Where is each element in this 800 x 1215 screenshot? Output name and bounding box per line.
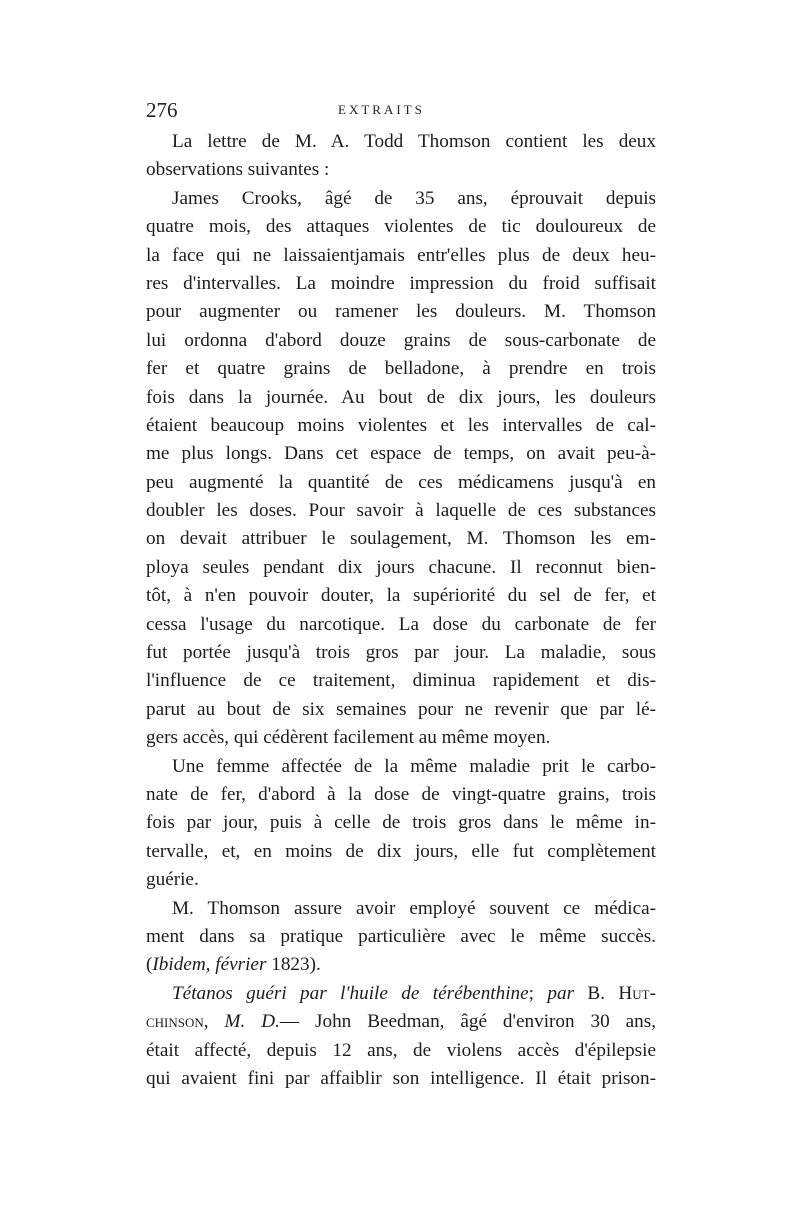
text-segment: chinson (146, 1011, 204, 1033)
text-line: l'influence de ce traitement, diminua rapidement et dis- (146, 670, 656, 692)
text-segment: ( (146, 954, 153, 976)
text-line: guérie. (146, 869, 199, 891)
text-line: quatre mois, des attaques violentes de tic douloureux de (146, 216, 656, 238)
text-line: gers accès, qui cédèrent facilement au même moyen. (146, 727, 551, 749)
text-line: ment dans sa pratique particulière avec le même succès. (146, 925, 656, 947)
text-line: fer et quatre grains de belladone, à prendre en trois (146, 358, 656, 380)
text-line: cessa l'usage du narcotique. La dose du carbonate de fer (146, 613, 656, 635)
text-line: observations suivantes : (146, 159, 330, 181)
text-line: La lettre de M. A. Todd Thomson contient les deux (172, 131, 656, 152)
text-line: Une femme affectée de la même maladie prit le carbo- (172, 755, 656, 777)
body-text (146, 128, 656, 1093)
text-segment: , (203, 1011, 225, 1033)
text-line: M. Thomson assure avoir employé souvent ce médica- (172, 897, 656, 919)
page-number: 276 (146, 98, 178, 122)
text-segment: Tétanos guéri par l'huile de térébenthine (172, 982, 529, 1004)
text-line: nate de fer, d'abord à la dose de vingt-quatre grains, trois (146, 783, 656, 805)
text-line (146, 951, 656, 979)
text-line (146, 980, 656, 1008)
page-header (146, 98, 656, 126)
text-line: était affecté, depuis 12 ans, de violens accès d'épilepsie (146, 1039, 656, 1061)
text-line: peu augmenté la quantité de ces médicamens jusqu'à en (146, 471, 656, 493)
text-segment: 1823). (266, 954, 321, 976)
text-segment: par (547, 982, 575, 1004)
text-line: res d'intervalles. La moindre impression du froid suffisait (146, 272, 656, 294)
text-line: qui avaient fini par affaiblir son intelligence. Il était prison- (146, 1067, 656, 1089)
text-line: fois par jour, puis à celle de trois gros dans le même in- (146, 812, 656, 834)
text-segment: Hut- (618, 982, 656, 1004)
text-segment: ; (528, 982, 548, 1004)
text-line: fut portée jusqu'à trois gros par jour. La maladie, sous (146, 642, 656, 664)
text-line: tervalle, et, en moins de dix jours, elle fut complètement (146, 840, 656, 862)
text-line: me plus longs. Dans cet espace de temps, on avait peu-à- (146, 443, 656, 465)
running-title: EXTRAITS (338, 102, 425, 117)
text-line: ploya seules pendant dix jours chacune. Il reconnut bien- (146, 556, 656, 578)
text-segment: M. D. (224, 1011, 280, 1033)
text-segment: Ibidem, février (152, 954, 267, 976)
text-line: lui ordonna d'abord douze grains de sous-carbonate de (146, 329, 656, 351)
text-line: doubler les doses. Pour savoir à laquelle de ces substances (146, 500, 656, 522)
text-line: étaient beaucoup moins violentes et les intervalles de cal- (146, 414, 656, 436)
text-segment: B. (574, 982, 619, 1004)
text-line (146, 1008, 656, 1036)
text-line: parut au bout de six semaines pour ne revenir que par lé- (146, 698, 656, 720)
text-line: pour augmenter ou ramener les douleurs. M. Thomson (146, 301, 656, 323)
text-line: tôt, à n'en pouvoir douter, la supériorité du sel de fer, et (146, 585, 656, 607)
text-line: James Crooks, âgé de 35 ans, éprouvait depuis (172, 187, 656, 209)
text-line: la face qui ne laissaientjamais entr'elles plus de deux heu- (146, 244, 656, 266)
text-line: fois dans la journée. Au bout de dix jours, les douleurs (146, 386, 656, 408)
text-segment: — John Beedman, âgé d'environ 30 ans, (279, 1011, 657, 1033)
text-line: on devait attribuer le soulagement, M. Thomson les em- (146, 528, 656, 550)
